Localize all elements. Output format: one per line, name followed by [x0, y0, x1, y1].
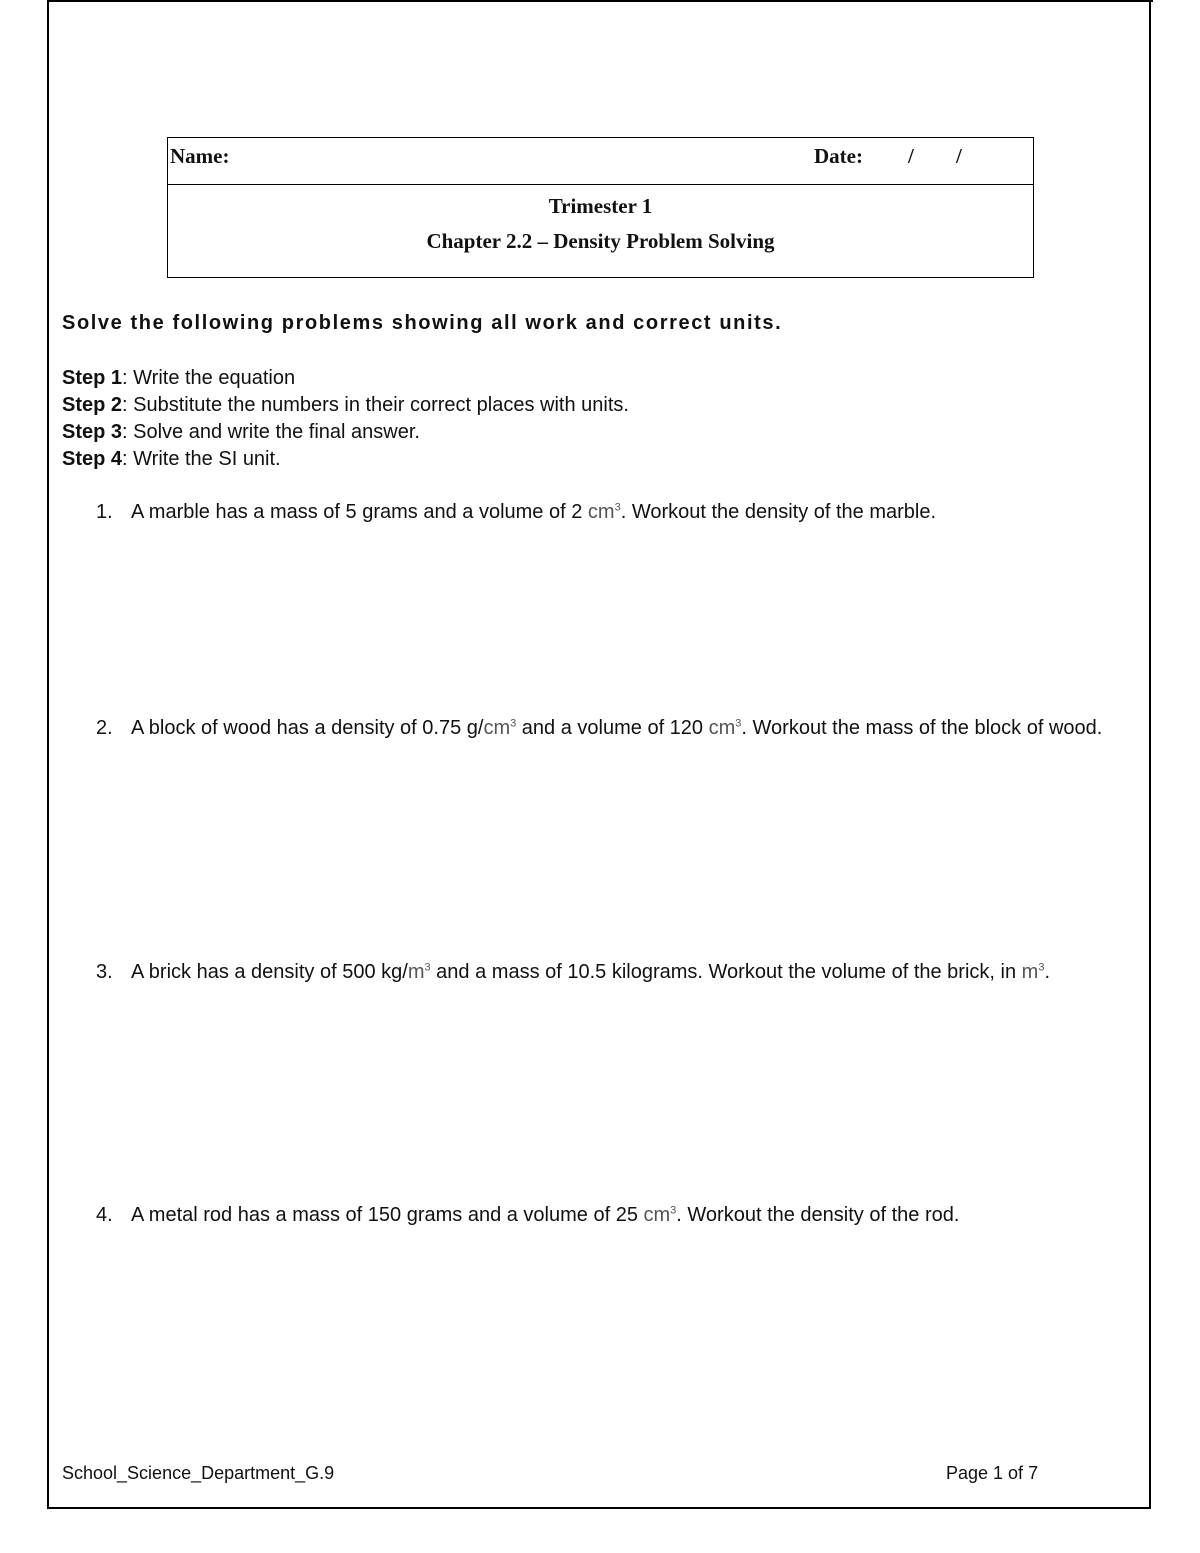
step-text: : Write the SI unit.: [122, 448, 281, 470]
question-text: [131, 1202, 1126, 1229]
question-1: [96, 499, 1126, 526]
unit-text: cm: [483, 717, 511, 739]
unit-exponent: 3: [510, 717, 517, 730]
unit-exponent: 3: [670, 1204, 677, 1217]
date-slash-1: /: [908, 144, 914, 168]
question-3: [96, 959, 1126, 986]
question-text-part: . Workout the density of the rod.: [676, 1204, 960, 1226]
footer-page-number: Page 1 of 7: [946, 1463, 1039, 1483]
question-4: [96, 1202, 1126, 1229]
step-text: : Write the equation: [122, 367, 296, 389]
chapter-title: Chapter 2.2 – Density Problem Solving: [426, 229, 775, 253]
unit-exponent: 3: [424, 961, 431, 974]
question-text-part: and a volume of 120: [516, 717, 709, 739]
question-2: [96, 715, 1126, 742]
question-text-part: A brick has a density of 500 kg/: [131, 961, 408, 983]
trimester-title: Trimester 1: [548, 194, 653, 218]
step-label: Step 1: [62, 367, 123, 389]
unit-text: cm: [587, 501, 615, 523]
unit-text: m: [407, 961, 425, 983]
instruction-text: Solve the following problems showing all work and correct units.: [62, 312, 783, 334]
question-text: [131, 499, 1126, 526]
step-1: [62, 365, 629, 392]
question-number: 2.: [96, 717, 113, 739]
step-text: : Substitute the numbers in their correct places with units.: [122, 394, 629, 416]
unit-text: m: [1021, 961, 1039, 983]
footer-department: School_Science_Department_G.9: [62, 1463, 335, 1483]
step-4: [62, 446, 629, 473]
unit-exponent: 3: [614, 501, 621, 514]
unit-exponent: 3: [735, 717, 742, 730]
question-number: 1.: [96, 501, 113, 523]
step-2: [62, 392, 629, 419]
name-label: Name:: [170, 144, 230, 168]
question-text-part: .: [1044, 961, 1050, 983]
question-text-part: . Workout the density of the marble.: [620, 501, 937, 523]
worksheet-header: [167, 137, 1034, 278]
question-text-part: . Workout the mass of the block of wood.: [741, 717, 1103, 739]
date-label: Date:: [814, 144, 863, 168]
step-label: Step 2: [62, 394, 123, 416]
unit-exponent: 3: [1038, 961, 1045, 974]
step-label: Step 3: [62, 421, 123, 443]
date-slash-2: /: [956, 144, 962, 168]
question-text: [131, 715, 1126, 742]
steps-list: [62, 365, 629, 473]
step-3: [62, 419, 629, 446]
unit-text: cm: [708, 717, 736, 739]
question-text-part: A marble has a mass of 5 grams and a volume of 2: [131, 501, 588, 523]
question-text-part: A metal rod has a mass of 150 grams and a volume of 25: [131, 1204, 644, 1226]
question-number: 3.: [96, 961, 113, 983]
step-text: : Solve and write the final answer.: [122, 421, 420, 443]
question-text-part: and a mass of 10.5 kilograms. Workout the volume of the brick, in: [430, 961, 1022, 983]
question-text-part: A block of wood has a density of 0.75 g/: [131, 717, 484, 739]
unit-text: cm: [643, 1204, 671, 1226]
step-label: Step 4: [62, 448, 123, 470]
name-date-row: [168, 138, 1033, 185]
question-number: 4.: [96, 1204, 113, 1226]
question-text: [131, 959, 1126, 986]
